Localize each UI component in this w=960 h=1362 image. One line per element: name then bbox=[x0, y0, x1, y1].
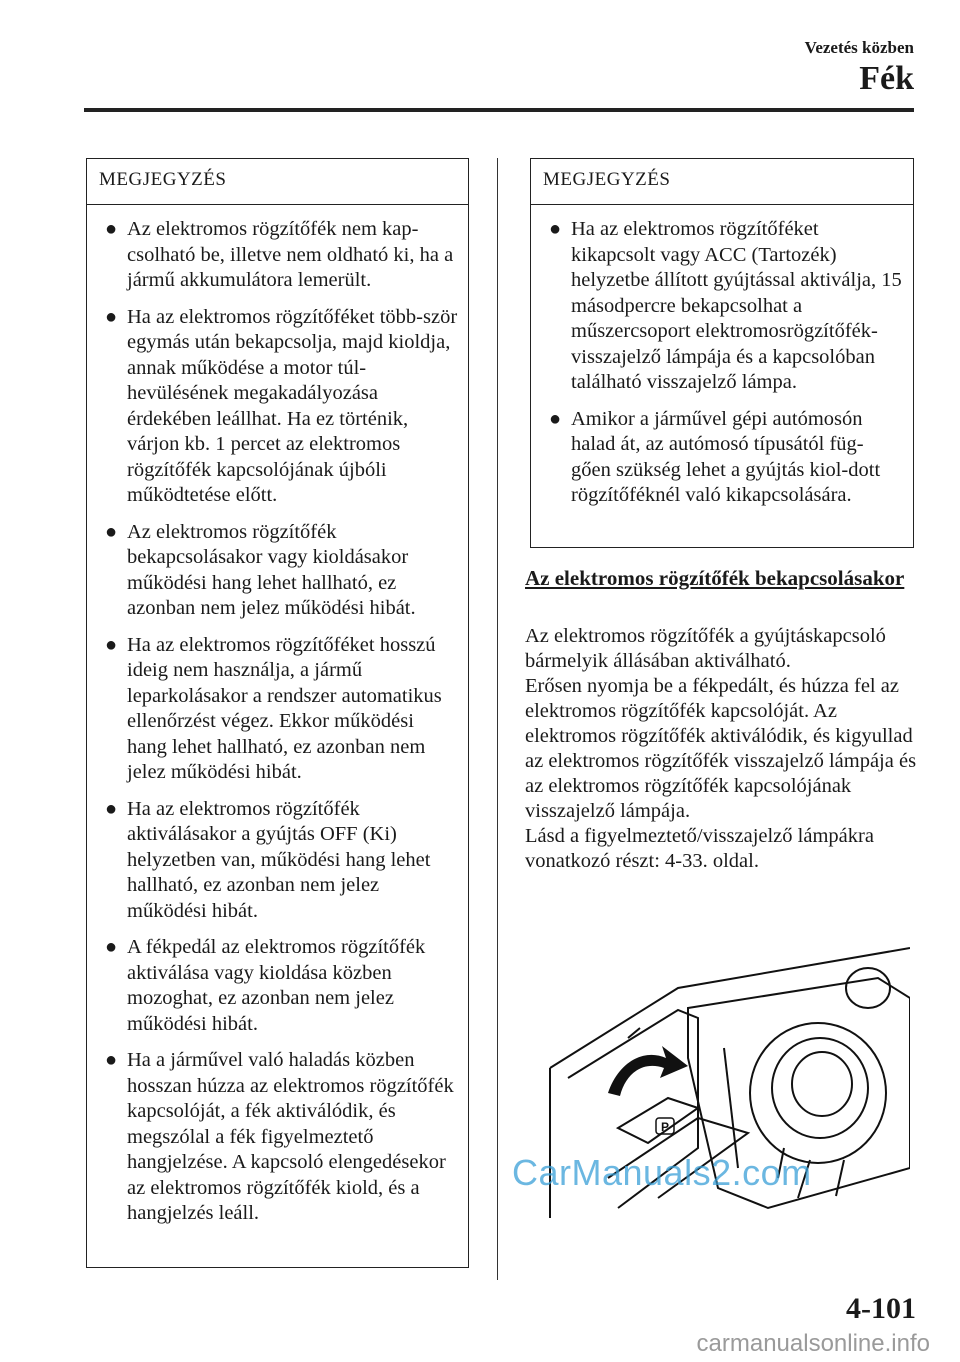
bullet-icon: ● bbox=[105, 1049, 118, 1071]
note-text: Ha a járművel való haladás közben hosszan húzza az elektromos rögzítőfék kapcsolóját, a fék aktiválódik, és megszólal a fék figyelmeztető hangjelzése. A kapcsoló elengedésekor az elektromos rögzítőfék kiold, és a hangjelzés leáll. bbox=[127, 1049, 454, 1224]
note-item bbox=[97, 633, 458, 786]
bullet-icon: ● bbox=[549, 218, 562, 240]
pull-up-arrow-icon bbox=[608, 1046, 688, 1096]
note-item bbox=[541, 217, 903, 396]
bullet-icon: ● bbox=[105, 936, 118, 958]
section-title: Vezetés közben bbox=[804, 38, 914, 57]
note-list bbox=[531, 205, 913, 509]
note-item bbox=[97, 520, 458, 622]
note-text: Az elektromos rögzítőfék bekapcsolásakor vagy kioldásakor működési hang lehet hallható, ez azonban nem jelez működési hibát. bbox=[127, 520, 416, 619]
note-item bbox=[97, 305, 458, 509]
section-body bbox=[525, 624, 917, 874]
brake-switch-body bbox=[618, 1098, 698, 1143]
bullet-icon: ● bbox=[105, 797, 118, 820]
note-box-left bbox=[86, 158, 469, 1268]
note-heading: MEGJEGYZÉS bbox=[87, 159, 468, 205]
note-text: Ha az elektromos rögzítőféket kikapcsolt vagy ACC (Tartozék) helyzetbe állított gyújtással aktiválja, 15 másodpercre bekapcsolhat a műszercsoport elektromosrögzítőfék-visszajelző lámpája és a kapcsolóban található visszajelző lámpa. bbox=[571, 218, 902, 393]
note-item bbox=[541, 407, 903, 509]
watermark-site: carmanualsonline.info bbox=[696, 1330, 930, 1357]
bullet-icon: ● bbox=[105, 305, 118, 328]
note-text: Amikor a járművel gépi autómosón halad át, az autómosó típusától füg-gően szükség lehet a gyújtás kiol-dott rögzítőféknél való kikapcsolására. bbox=[571, 407, 881, 506]
page-number: 4-101 bbox=[846, 1292, 916, 1325]
note-text: A fékpedál az elektromos rögzítőfék aktiválása vagy kioldása közben mozoghat, ez azonban nem jelez működési hibát. bbox=[127, 936, 426, 1035]
note-text: Ha az elektromos rögzítőfék aktiválásakor a gyújtás OFF (Ki) helyzetben van, működési hang lehet hallható, ez azonban nem jelez működési hibát. bbox=[127, 797, 431, 922]
note-heading: MEGJEGYZÉS bbox=[531, 159, 913, 205]
volume-knob bbox=[846, 968, 890, 1008]
section-heading: Az elektromos rögzítőfék bekapcsolásakor bbox=[525, 566, 905, 590]
body-paragraph: Az elektromos rögzítőfék a gyújtáskapcsoló bármelyik állásában aktiválható. bbox=[525, 625, 886, 672]
column-divider bbox=[497, 158, 498, 1280]
body-paragraph: Lásd a figyelmeztető/visszajelző lámpákra vonatkozó részt: 4-33. oldal. bbox=[525, 825, 874, 872]
page-title: Fék bbox=[859, 60, 914, 97]
bullet-icon: ● bbox=[105, 218, 118, 240]
console-outline-edge bbox=[550, 948, 910, 1068]
note-list bbox=[87, 205, 468, 1227]
parking-symbol-icon: P bbox=[660, 1120, 670, 1134]
note-item bbox=[97, 797, 458, 925]
body-paragraph: Erősen nyomja be a fékpedált, és húzza fel az elektromos rögzítőfék kapcsolóját. Az elektromos rögzítőfék aktiválódik, és kigyullad az elektromos rögzítőfék visszajelző lámpája és az elektromos rögzítőfék kapcsolójának visszajelző lámpája. bbox=[525, 675, 917, 822]
note-box-right bbox=[530, 158, 914, 548]
bullet-icon: ● bbox=[549, 407, 562, 430]
bullet-icon: ● bbox=[105, 633, 118, 656]
note-item bbox=[97, 1048, 458, 1227]
note-item bbox=[97, 217, 458, 294]
commander-knob-outer bbox=[750, 1023, 886, 1163]
note-text: Ha az elektromos rögzítőféket hosszú ideig nem használja, a jármű leparkolásakor a rendszer automatikus ellenőrzést végez. Ekkor működési hang lehet hallható, ez azonban nem jelez működési hibát. bbox=[127, 633, 442, 783]
bullet-icon: ● bbox=[105, 520, 118, 543]
watermark-logo: CarManuals2.com bbox=[512, 1152, 812, 1193]
note-text: Ha az elektromos rögzítőféket több-ször egymás után bekapcsolja, majd kioldja, annak működése a motor túl-hevülésének megakadályozása érdekében leállhat. Ha ez történik, várjon kb. 1 percet az elektromos rögzítőfék kapcsolójának újbóli működtetése előtt. bbox=[127, 305, 458, 506]
header-rule bbox=[84, 108, 914, 112]
note-item bbox=[97, 935, 458, 1037]
note-text: Az elektromos rögzítőfék nem kap-csolható be, illetve nem oldható ki, ha a jármű akkumulátora lemerült. bbox=[127, 218, 454, 291]
commander-knob-cap bbox=[792, 1052, 852, 1116]
